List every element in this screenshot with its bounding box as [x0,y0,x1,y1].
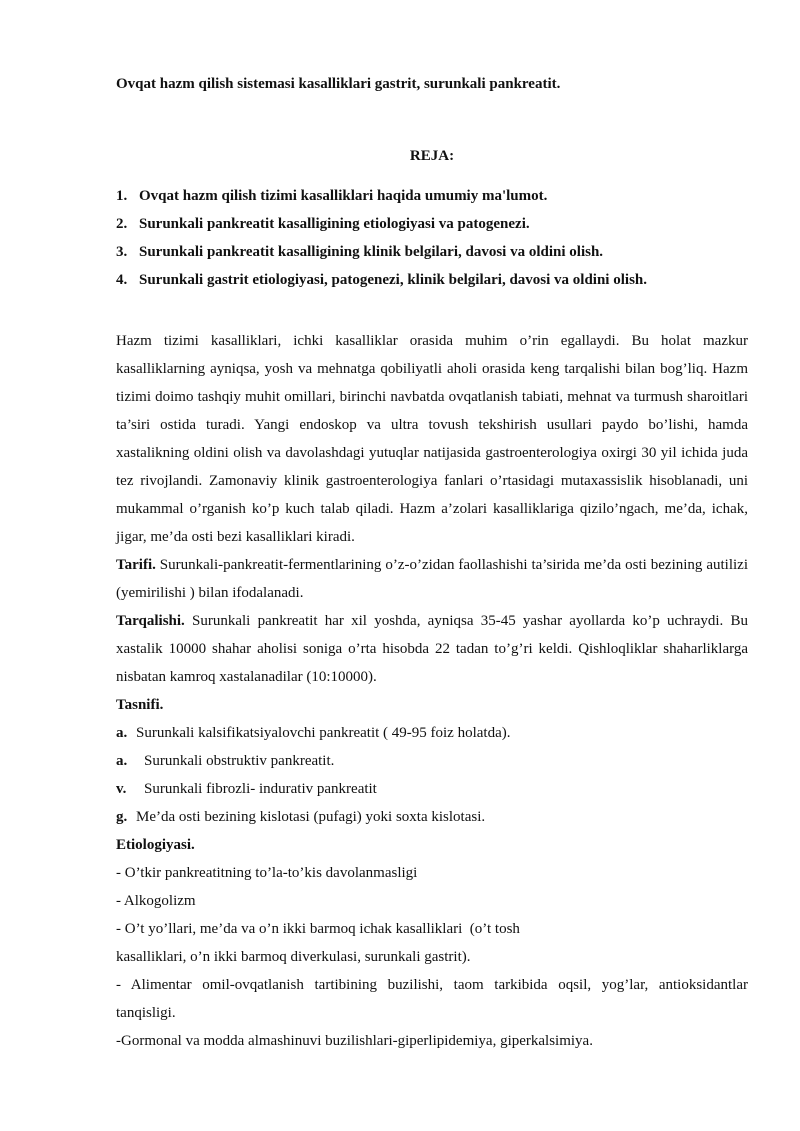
classification-item [116,803,748,831]
plan-item-text: Surunkali gastrit etiologiyasi, patogenezi, klinik belgilari, davosi va oldini olish. [139,272,647,288]
classification-text: Surunkali fibrozli- indurativ pankreatit [144,781,377,797]
plan-list [116,182,647,294]
etiology-line: - O’tkir pankreatitning to’la-to’kis davolanmasligi [116,865,418,881]
etiology-line: - O’t yo’llari, me’da va o’n ikki barmoq ichak kasalliklari (o’t tosh [116,921,520,937]
plan-item-text: Surunkali pankreatit kasalligining etiologiyasi va patogenezi. [139,216,530,232]
plan-item-number: 1. [116,188,128,204]
plan-item [116,210,647,238]
plan-item [116,266,647,294]
plan-item-text: Ovqat hazm qilish tizimi kasalliklari haqida umumiy ma'lumot. [139,188,548,204]
classification-text: Me’da osti bezining kislotasi (pufagi) yoki soxta kislotasi. [136,809,486,825]
classification-text: Surunkali kalsifikatsiyalovchi pankreatit ( 49-95 foiz holatda). [136,725,511,741]
classification-text: Surunkali obstruktiv pankreatit. [144,753,335,769]
intro-paragraph: Hazm tizimi kasalliklari, ichki kasalliklar orasida muhim o’rin egallaydi. Bu holat mazkur kasalliklarning ayniqsa, yosh va mehnatga qobiliyatli aholi orasida keng tarqalishi bilan bog’liq. Hazm tizimi doimo tashqiy muhit omillari, birinchi navbatda ovqatlanish tabiati, mehnat va turmush sharoitlari ta’siri ostida turadi. Yangi endoskop va ultra tovush tekshirish usullari paydo bo’lishi, hamda xastalikning oldini olish va davolashdagi yutuqlar natijasida gastroenterologiya oxirgi 30 yil ichida juda tez rivojlandi. Zamonaviy klinik gastroenterologiya fanlari o’rtasidagi mutaxassislik hisoblanadi, uni mukammal o’rganish ko’p kuch talab qiladi. Hazm a’zolari kasalliklariga qizilo’ngach, me’da, ichak, jigar, me’da osti bezi kasalliklari kiradi. [116,333,748,545]
classification-letter: a. [116,725,128,741]
definition-label: Tarifi. [116,557,156,573]
spread-label: Tarqalishi. [116,613,185,629]
plan-item-number: 3. [116,244,128,260]
etiology-heading: Etiologiyasi. [116,837,195,853]
spread-text: Surunkali pankreatit har xil yoshda, ayniqsa 35-45 yashar ayollarda ko’p uchraydi. Bu xastalik 10000 shahar aholisi soniga o’rta hisobda 22 tadan to’g’ri keldi. Qishloqliklar shaharliklarga nisbatan kamroq xastalanadilar (10:10000). [116,613,748,685]
classification-letter: a. [116,753,128,769]
spread-paragraph [116,607,748,691]
plan-item [116,182,647,210]
etiology-line: kasalliklari, o’n ikki barmoq diverkulasi, surunkali gastrit). [116,949,471,965]
plan-item [116,238,647,266]
classification-item [116,719,748,747]
classification-heading: Tasnifi. [116,697,164,713]
document-body [116,327,748,1055]
etiology-line: - Alimentar omil-ovqatlanish tartibining buzilishi, taom tarkibida oqsil, yog’lar, antioksidantlar tanqisligi. [116,977,748,1021]
classification-item [116,775,748,803]
classification-letter: v. [116,781,127,797]
document-title: Ovqat hazm qilish sistemasi kasalliklari gastrit, surunkali pankreatit. [116,76,561,92]
plan-heading: REJA: [409,148,455,164]
definition-paragraph [116,551,748,607]
plan-item-number: 4. [116,272,128,288]
plan-item-text: Surunkali pankreatit kasalligining klinik belgilari, davosi va oldini olish. [139,244,604,260]
etiology-line: -Gormonal va modda almashinuvi buzilishlari-giperlipidemiya, giperkalsimiya. [116,1033,593,1049]
plan-item-number: 2. [116,216,128,232]
classification-letter: g. [116,809,128,825]
classification-item [116,747,748,775]
etiology-line: - Alkogolizm [116,893,196,909]
definition-text: Surunkali-pankreatit-fermentlarining o’z-o’zidan faollashishi ta’sirida me’da osti bezining autilizi (yemirilishi ) bilan ifodalanadi. [116,557,748,601]
